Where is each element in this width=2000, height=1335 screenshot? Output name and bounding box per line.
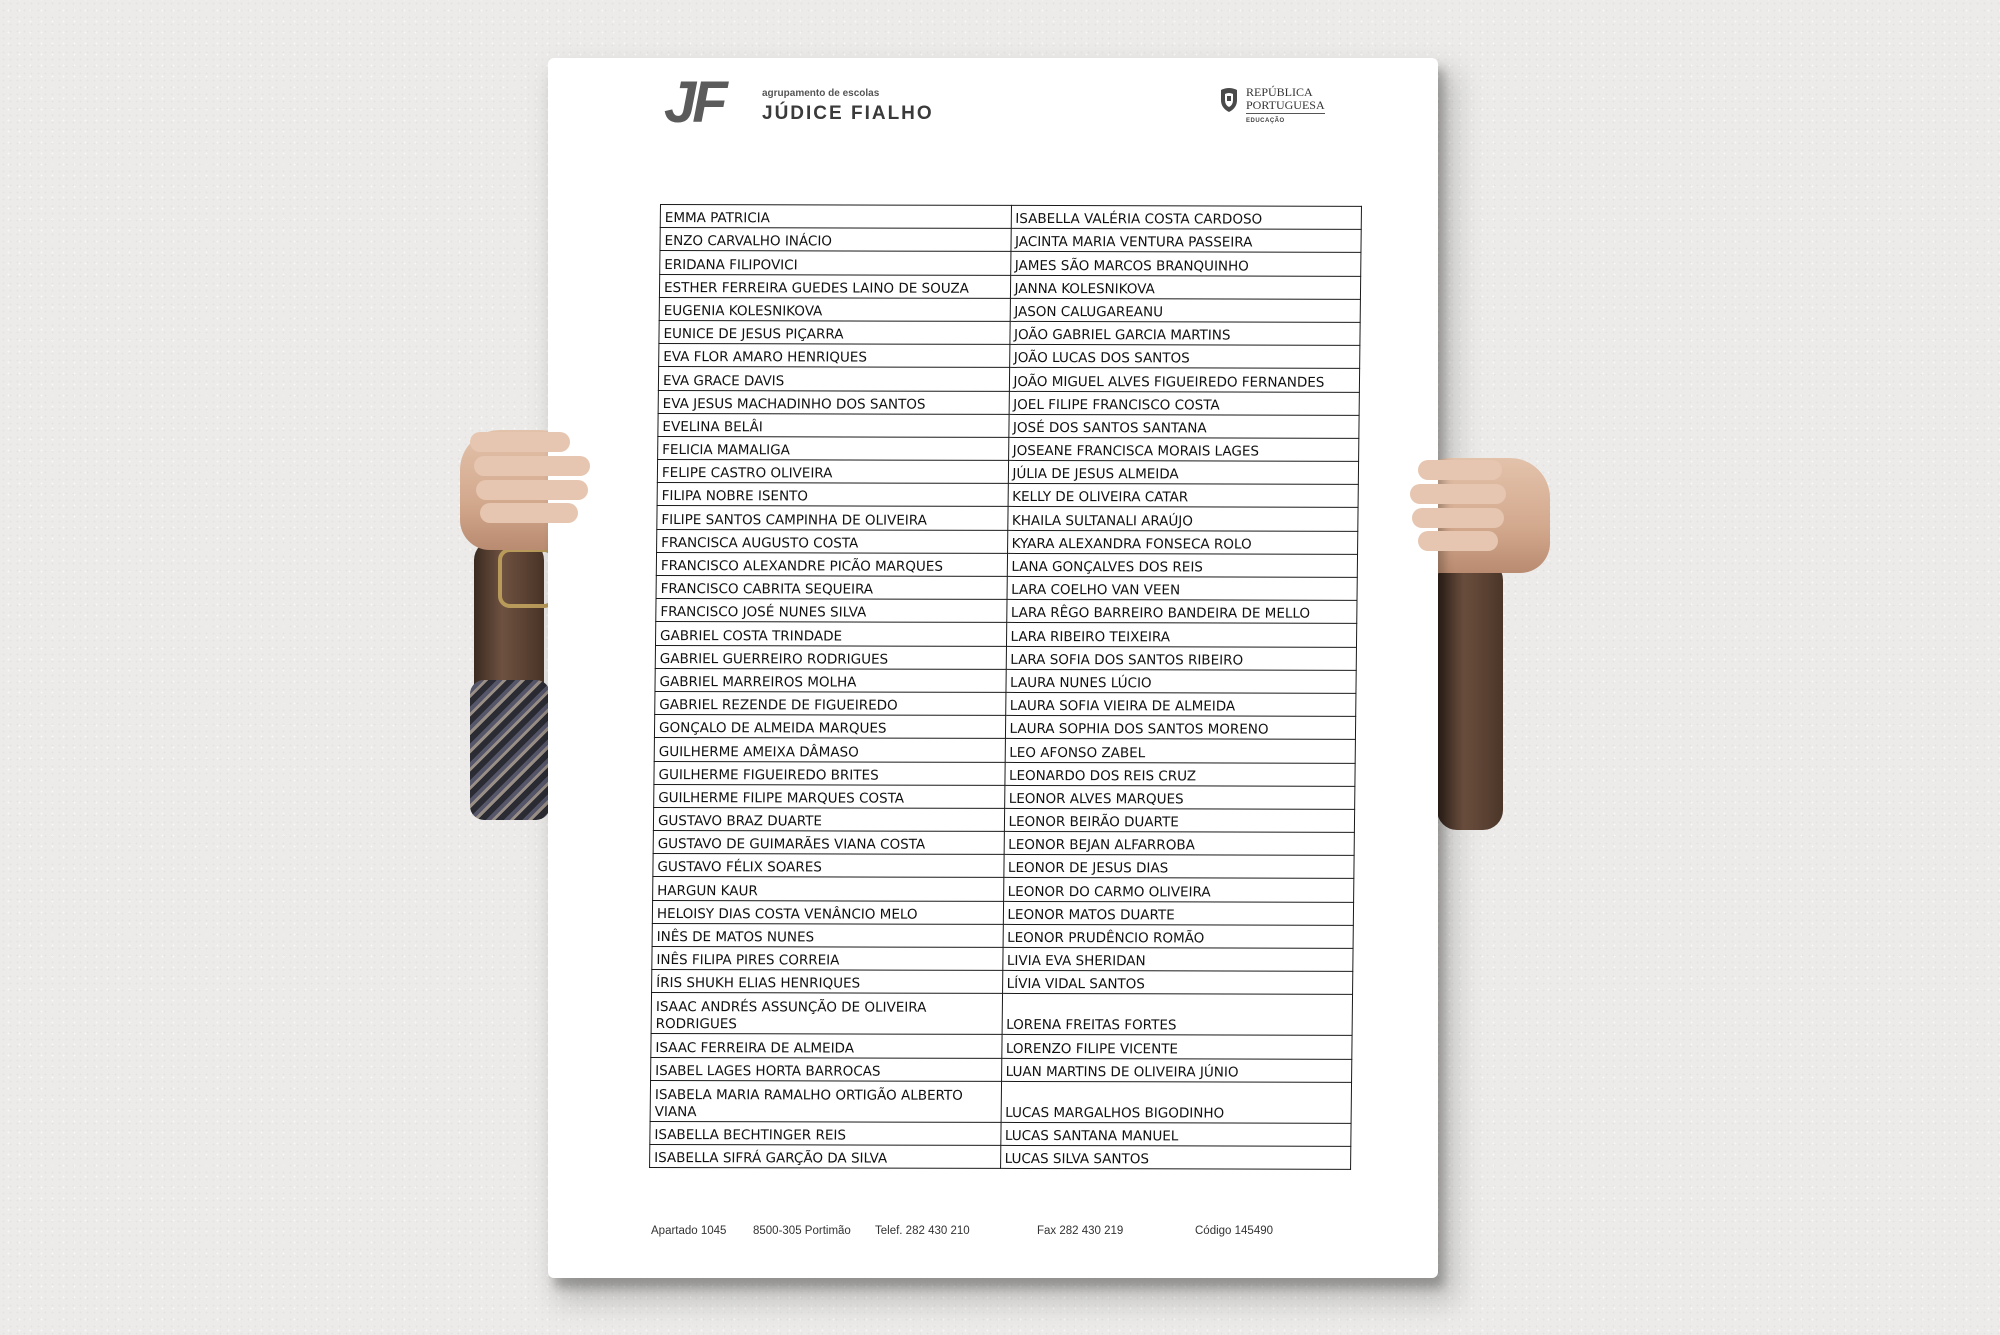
- table-row: [651, 993, 1352, 1036]
- footer-fax: Fax 282 430 219: [1037, 1225, 1124, 1237]
- name-cell-right: JOEL FILIPE FRANCISCO COSTA: [1009, 391, 1360, 415]
- name-cell-left: ÍRIS SHUKH ELIAS HENRIQUES: [652, 970, 1003, 994]
- name-cell-right: LORENA FREITAS FORTES: [1002, 994, 1353, 1036]
- table-row: [659, 344, 1360, 369]
- name-cell-right: KELLY DE OLIVEIRA CATAR: [1008, 484, 1359, 508]
- name-cell-right: JOSEANE FRANCISCA MORAIS LAGES: [1008, 437, 1359, 461]
- table-row: [658, 413, 1359, 438]
- name-cell-left: GABRIEL GUERREIRO RODRIGUES: [655, 645, 1006, 669]
- school-name: JÚDICE FIALHO: [762, 103, 934, 124]
- name-cell-left: GUSTAVO FÉLIX SOARES: [653, 854, 1004, 878]
- name-cell-right: LAURA SOPHIA DOS SANTOS MORENO: [1005, 716, 1356, 740]
- name-cell-left: GUILHERME AMEIXA DÂMASO: [654, 738, 1005, 762]
- name-cell-left: FRANCISCO JOSÉ NUNES SILVA: [656, 599, 1007, 623]
- name-cell-left: GABRIEL REZENDE DE FIGUEIREDO: [655, 691, 1006, 715]
- name-cell-right: JOSÉ DOS SANTOS SANTANA: [1008, 414, 1359, 438]
- name-cell-right: JOÃO LUCAS DOS SANTOS: [1009, 345, 1360, 369]
- table-row: [653, 831, 1354, 856]
- table-row: [657, 506, 1358, 531]
- right-finger: [1412, 508, 1504, 528]
- name-cell-right: LEONARDO DOS REIS CRUZ: [1004, 762, 1355, 786]
- name-cell-left: EUNICE DE JESUS PIÇARRA: [659, 320, 1010, 344]
- name-cell-left: FILIPE SANTOS CAMPINHA DE OLIVEIRA: [657, 506, 1008, 530]
- name-cell-right: LARA COELHO VAN VEEN: [1007, 576, 1358, 600]
- table-row: [650, 1144, 1351, 1169]
- table-row: [650, 1080, 1351, 1123]
- name-cell-right: LAURA SOFIA VIEIRA DE ALMEIDA: [1005, 692, 1356, 716]
- footer-address: Apartado 1045: [651, 1225, 727, 1237]
- table-row: [655, 691, 1356, 716]
- table-row: [654, 738, 1355, 763]
- name-cell-right: LANA GONÇALVES DOS REIS: [1007, 553, 1358, 577]
- name-cell-right: LÍVIA VIDAL SANTOS: [1002, 971, 1353, 995]
- table-row: [658, 436, 1359, 461]
- table-row: [651, 1057, 1352, 1082]
- table-row: [660, 228, 1361, 253]
- name-cell-right: LEONOR MATOS DUARTE: [1003, 901, 1354, 925]
- name-cell-right: LIVIA EVA SHERIDAN: [1002, 947, 1353, 971]
- name-cell-left: FRANCISCO CABRITA SEQUEIRA: [656, 576, 1007, 600]
- name-cell-left: FRANCISCO ALEXANDRE PICÃO MARQUES: [656, 552, 1007, 576]
- table-row: [658, 367, 1359, 392]
- table-row: [655, 622, 1356, 647]
- name-cell-right: LUCAS SILVA SANTOS: [1000, 1145, 1351, 1169]
- table-row: [650, 1121, 1351, 1146]
- name-cell-right: JANNA KOLESNIKOVA: [1010, 275, 1361, 299]
- name-cell-right: KYARA ALEXANDRA FONSECA ROLO: [1007, 530, 1358, 554]
- right-finger: [1410, 484, 1506, 504]
- name-cell-right: JÚLIA DE JESUS ALMEIDA: [1008, 460, 1359, 484]
- footer-school-code: Código 145490: [1195, 1225, 1274, 1237]
- name-cell-left: INÊS DE MATOS NUNES: [652, 923, 1003, 947]
- table-row: [656, 576, 1357, 601]
- name-cell-left: GABRIEL MARREIROS MOLHA: [655, 668, 1006, 692]
- name-cell-left: FELIPE CASTRO OLIVEIRA: [657, 460, 1008, 484]
- name-cell-left: EVA FLOR AMARO HENRIQUES: [659, 344, 1010, 368]
- name-cell-right: LEONOR DE JESUS DIAS: [1003, 855, 1354, 879]
- right-finger: [1418, 531, 1498, 551]
- name-cell-left: HELOISY DIAS COSTA VENÂNCIO MELO: [652, 900, 1003, 924]
- table-row: [654, 715, 1355, 740]
- table-row: [657, 483, 1358, 508]
- name-cell-left: GUSTAVO BRAZ DUARTE: [653, 807, 1004, 831]
- left-finger: [476, 480, 588, 500]
- table-row: [659, 297, 1360, 322]
- table-row: [653, 807, 1354, 832]
- name-cell-left: GONÇALO DE ALMEIDA MARQUES: [654, 715, 1005, 739]
- school-logo: JF: [664, 70, 724, 135]
- table-row: [656, 599, 1357, 624]
- table-row: [655, 645, 1356, 670]
- name-cell-right: ISABELLA VALÉRIA COSTA CARDOSO: [1011, 205, 1362, 229]
- name-cell-right: LARA RÊGO BARREIRO BANDEIRA DE MELLO: [1006, 600, 1357, 624]
- name-cell-left: FRANCISCA AUGUSTO COSTA: [657, 529, 1008, 553]
- table-row: [659, 320, 1360, 345]
- name-cell-left: ISAAC ANDRÉS ASSUNÇÃO DE OLIVEIRA RODRIGUES: [651, 993, 1002, 1035]
- ministry-label: EDUCAÇÃO: [1246, 118, 1285, 124]
- name-cell-right: LEONOR ALVES MARQUES: [1004, 785, 1355, 809]
- name-cell-left: INÊS FILIPA PIRES CORREIA: [652, 946, 1003, 970]
- name-cell-left: EUGENIA KOLESNIKOVA: [659, 297, 1010, 321]
- table-row: [657, 460, 1358, 485]
- name-cell-left: HARGUN KAUR: [653, 877, 1004, 901]
- name-cell-right: JAMES SÃO MARCOS BRANQUINHO: [1010, 252, 1361, 276]
- left-finger: [474, 456, 590, 476]
- school-logo-subtitle: agrupamento de escolas: [762, 88, 880, 99]
- republic-label: [1246, 86, 1325, 114]
- name-cell-left: ESTHER FERREIRA GUEDES LAINO DE SOUZA: [659, 274, 1010, 298]
- student-names-table: [649, 204, 1362, 1170]
- table-row: [654, 761, 1355, 786]
- table-row: [657, 529, 1358, 554]
- table-row: [653, 854, 1354, 879]
- name-cell-left: EVELINA BELÂI: [658, 413, 1009, 437]
- name-cell-left: ISABELLA SIFRÁ GARÇÃO DA SILVA: [650, 1144, 1001, 1168]
- table-row: [660, 251, 1361, 276]
- table-row: [652, 946, 1353, 971]
- name-cell-left: ISABEL LAGES HORTA BARROCAS: [651, 1057, 1002, 1081]
- table-row: [652, 900, 1353, 925]
- name-cell-right: LEONOR BEIRÃO DUARTE: [1004, 808, 1355, 832]
- name-cell-left: ENZO CARVALHO INÁCIO: [660, 228, 1011, 252]
- republic-emblem-icon: [1218, 86, 1240, 114]
- table-row: [658, 390, 1359, 415]
- name-cell-right: LEO AFONSO ZABEL: [1005, 739, 1356, 763]
- name-cell-right: JACINTA MARIA VENTURA PASSEIRA: [1010, 229, 1361, 253]
- name-cell-left: EVA GRACE DAVIS: [658, 367, 1009, 391]
- name-cell-right: KHAILA SULTANALI ARAÚJO: [1007, 507, 1358, 531]
- student-names-body: [650, 205, 1362, 1170]
- name-cell-right: LEONOR PRUDÊNCIO ROMÃO: [1003, 924, 1354, 948]
- table-row: [660, 205, 1361, 230]
- name-cell-left: ISAAC FERREIRA DE ALMEIDA: [651, 1034, 1002, 1058]
- name-cell-right: JASON CALUGAREANU: [1010, 298, 1361, 322]
- left-sleeve: [470, 680, 550, 820]
- name-cell-right: JOÃO GABRIEL GARCIA MARTINS: [1009, 321, 1360, 345]
- right-finger: [1418, 460, 1502, 480]
- name-cell-right: LARA SOFIA DOS SANTOS RIBEIRO: [1006, 646, 1357, 670]
- name-cell-left: ISABELLA BECHTINGER REIS: [650, 1121, 1001, 1145]
- name-cell-right: LUCAS MARGALHOS BIGODINHO: [1001, 1081, 1352, 1123]
- republic-label-line2: PORTUGUESA: [1246, 98, 1325, 112]
- table-row: [655, 668, 1356, 693]
- left-finger: [470, 432, 570, 452]
- name-cell-left: FILIPA NOBRE ISENTO: [657, 483, 1008, 507]
- name-cell-left: GUSTAVO DE GUIMARÃES VIANA COSTA: [653, 831, 1004, 855]
- table-row: [653, 877, 1354, 902]
- name-cell-right: LORENZO FILIPE VICENTE: [1001, 1035, 1352, 1059]
- left-finger: [480, 503, 578, 523]
- name-cell-right: LEONOR DO CARMO OLIVEIRA: [1003, 878, 1354, 902]
- name-cell-left: FELICIA MAMALIGA: [658, 436, 1009, 460]
- name-cell-left: ISABELA MARIA RAMALHO ORTIGÃO ALBERTO VIANA: [650, 1080, 1001, 1122]
- name-cell-right: LUCAS SANTANA MANUEL: [1000, 1122, 1351, 1146]
- table-row: [659, 274, 1360, 299]
- name-cell-right: LARA RIBEIRO TEIXEIRA: [1006, 623, 1357, 647]
- name-cell-left: GABRIEL COSTA TRINDADE: [655, 622, 1006, 646]
- name-cell-left: GUILHERME FIGUEIREDO BRITES: [654, 761, 1005, 785]
- table-row: [652, 970, 1353, 995]
- footer-phone: Telef. 282 430 210: [875, 1225, 970, 1237]
- table-row: [651, 1034, 1352, 1059]
- name-cell-left: EMMA PATRICIA: [660, 205, 1011, 229]
- table-row: [654, 784, 1355, 809]
- republic-label-line1: REPÚBLICA: [1246, 85, 1313, 99]
- name-cell-right: LEONOR BEJAN ALFARROBA: [1004, 831, 1355, 855]
- table-row: [652, 923, 1353, 948]
- footer-postal: 8500-305 Portimão: [753, 1225, 851, 1237]
- name-cell-right: LUAN MARTINS DE OLIVEIRA JÚNIO: [1001, 1058, 1352, 1082]
- table-row: [656, 552, 1357, 577]
- name-cell-right: LAURA NUNES LÚCIO: [1005, 669, 1356, 693]
- name-cell-left: GUILHERME FILIPE MARQUES COSTA: [654, 784, 1005, 808]
- name-cell-left: EVA JESUS MACHADINHO DOS SANTOS: [658, 390, 1009, 414]
- name-cell-left: ERIDANA FILIPOVICI: [660, 251, 1011, 275]
- name-cell-right: JOÃO MIGUEL ALVES FIGUEIREDO FERNANDES: [1009, 368, 1360, 392]
